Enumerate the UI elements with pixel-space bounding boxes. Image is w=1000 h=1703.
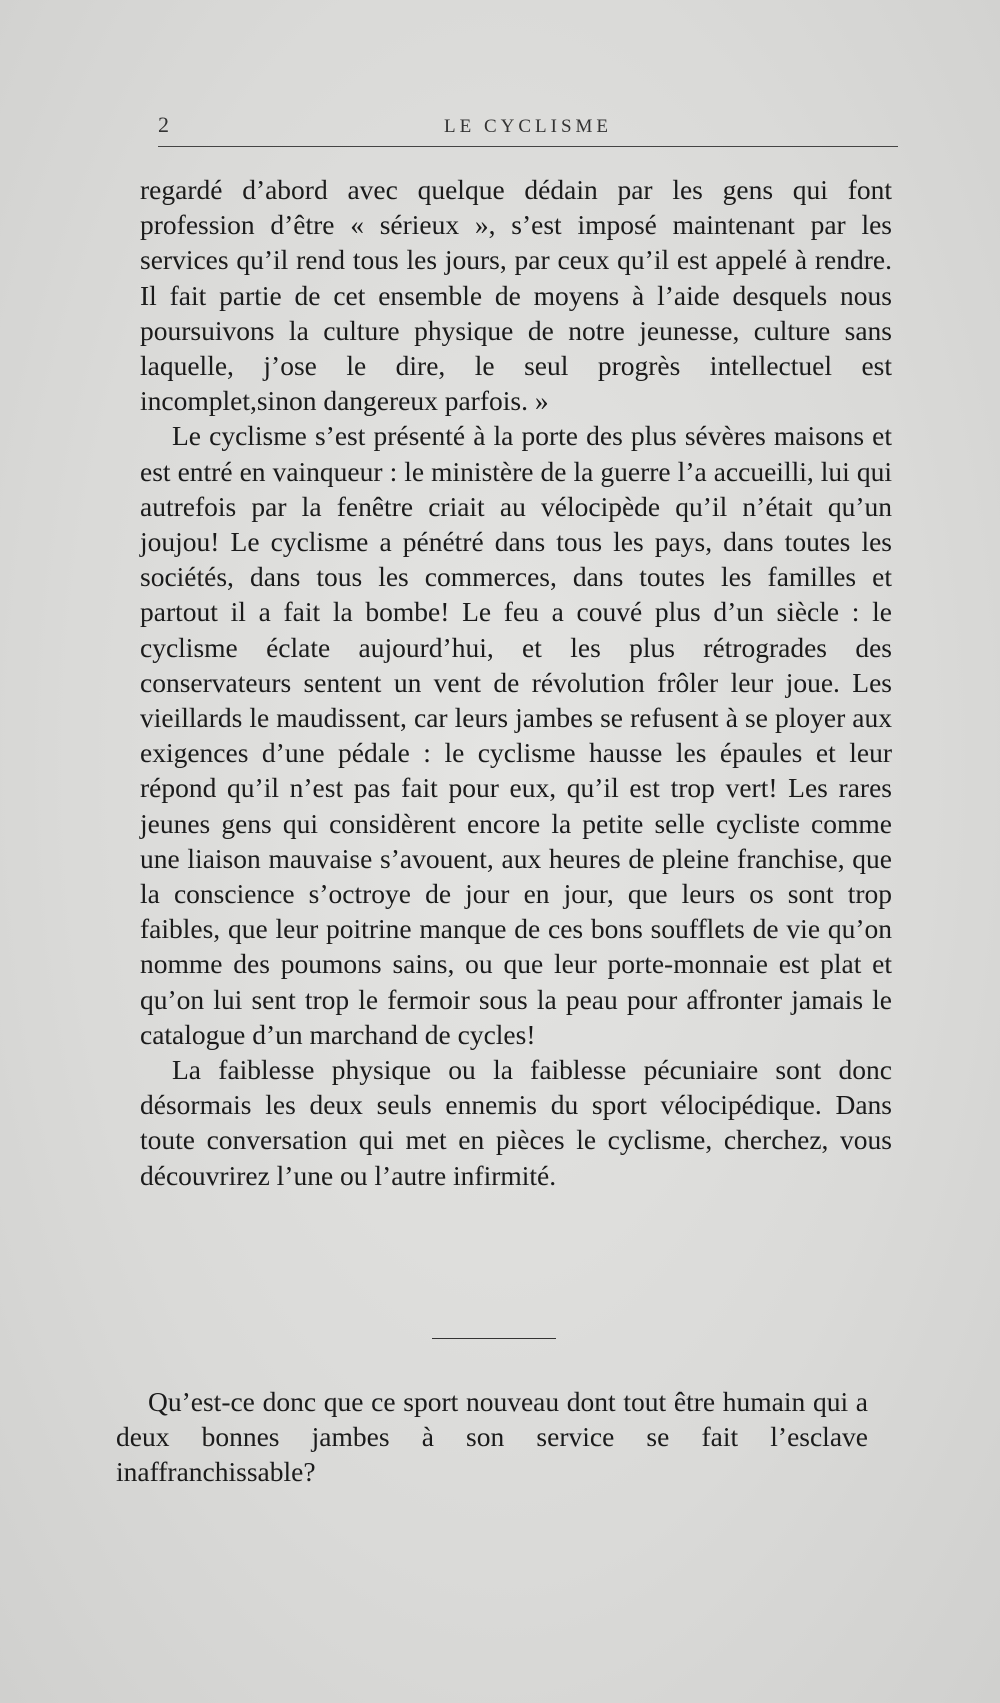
running-title: LE CYCLISME: [443, 116, 613, 137]
paragraph-question: Qu’est-ce donc que ce sport nouveau dont tout être humain qui a deux bonnes jambes à son service se fait l’esclave inaffranchissable?: [116, 1386, 868, 1488]
section-separator: [432, 1338, 556, 1339]
page-number: 2: [158, 112, 169, 137]
paragraph: La faiblesse physique ou la faiblesse pécuniaire sont donc désormais les deux seuls ennemis du sport vélocipédique. Dans toute conversation qui met en pièces le cyclisme, cherchez, vous découvrirez l’une ou l’autre infirmité.: [140, 1054, 892, 1191]
header-rule: [158, 146, 898, 147]
main-text: [140, 172, 892, 1193]
paragraph-continuation: regardé d’abord avec quelque dédain par les gens qui font profession d’être « sérieux », s’est imposé maintenant par les services qu’il rend tous les jours, par ceux qu’il est appelé à rendre. Il fait partie de cet ensemble de moyens à l’aide desquels nous poursuivons la culture physique de notre jeunesse, culture sans laquelle, j’ose le dire, le seul progrès intellectuel est incomplet,sinon dangereux parfois. »: [140, 174, 892, 417]
closing-text: [116, 1384, 868, 1490]
paragraph: Le cyclisme s’est présenté à la porte des plus sévères maisons et est entré en vainqueur : le ministère de la guerre l’a accueilli, lui qui autrefois par la fenêtre criait au vélocipède qu’il n’était qu’un joujou! Le cyclisme a pénétré dans tous les pays, dans toutes les sociétés, dans tous les commerces, dans toutes les familles et partout il a fait la bombe! Le feu a couvé plus d’un siècle : le cyclisme éclate aujourd’hui, et les plus rétrogrades des conservateurs sentent un vent de révolution frôler leur joue. Les vieillards le maudissent, car leurs jambes se refusent à se ployer aux exigences d’une pédale : le cyclisme hausse les épaules et leur répond qu’il n’est pas fait pour eux, qu’il est trop vert! Les rares jeunes gens qui considèrent encore la petite selle cycliste comme une liaison mauvaise s’avouent, aux heures de pleine franchise, que la conscience s’octroye de jour en jour, que leurs os sont trop faibles, que leur poitrine manque de ces bons soufflets de vie qu’on nomme des poumons sains, ou que leur porte-monnaie est plat et qu’on lui sent trop le fermoir sous la peau pour affronter jamais le catalogue d’un marchand de cycles!: [140, 420, 892, 1050]
running-head: [158, 112, 898, 142]
